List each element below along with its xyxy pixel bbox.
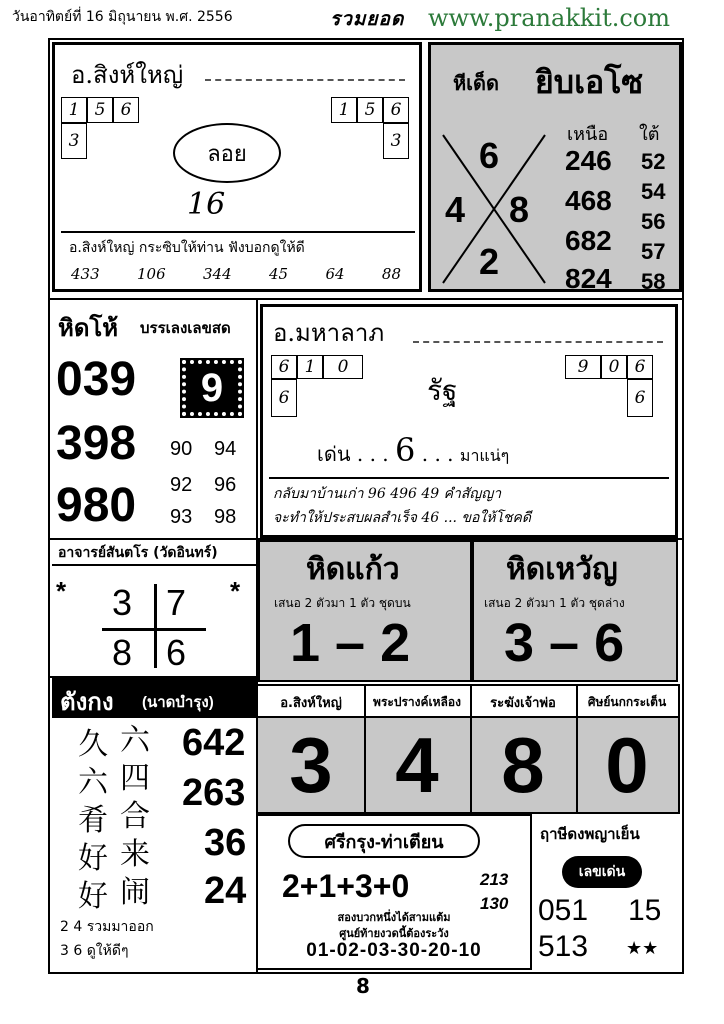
frame-line-top	[48, 38, 684, 40]
yipao-down-value: 56	[641, 209, 666, 234]
tangkong-number: 24	[204, 870, 247, 912]
singyai-left-digit: 6	[113, 97, 139, 123]
four-panel	[256, 684, 680, 814]
achan-digit: 6	[166, 632, 187, 673]
tangkong-subtitle: (นาดบำรุง)	[142, 694, 214, 711]
mahalap-left-digit: 1	[297, 355, 323, 379]
tangkong-note: 3 6 ดูให้ดีๆ	[60, 943, 129, 959]
mahalap-line1-digit: 6	[395, 431, 416, 469]
four-col-digit: 3	[289, 720, 333, 809]
srikrung-note: ศูนย์ท้ายงวดนี้ต้องระวัง	[339, 927, 449, 940]
mahalap-panel	[260, 304, 678, 538]
hitkaeo-title: หิดแก้ว	[306, 553, 400, 586]
header-date: วันอาทิตย์ที่ 16 มิถุนายน พ.ศ. 2556	[12, 9, 233, 25]
singyai-number: 64	[325, 265, 345, 283]
mahalap-left-digit: 0	[323, 355, 363, 379]
achan-star-right: *	[230, 576, 241, 606]
four-col-digit: 4	[395, 720, 439, 809]
mahalap-center-word: รัฐ	[427, 374, 458, 407]
srikrung-title: ศรีกรุง-ท่าเตียน	[288, 824, 480, 858]
mahalap-right-side: 6	[627, 379, 653, 417]
rusi-value-a: 051	[538, 894, 589, 927]
hitho-pair: 96	[214, 474, 237, 496]
mahalap-line1: เด่น . . . 6 . . . มาแน่ๆ	[317, 431, 510, 469]
singyai-right-side: 3	[383, 123, 409, 159]
chinese-char: 好	[78, 879, 108, 914]
yipao-up-value: 468	[565, 185, 612, 216]
yipao-title-prefix: หีเด็ด	[453, 73, 499, 95]
chinese-char: 好	[78, 841, 108, 876]
chinese-char: 来	[120, 837, 150, 872]
hitho-pair: 90	[170, 438, 193, 460]
hitho-badge: 9	[182, 360, 242, 416]
chinese-char: 久	[78, 727, 108, 762]
tangkong-title: ตังกง	[60, 689, 114, 716]
srikrung-side-number: 213	[480, 870, 509, 889]
decorative-ribbon	[413, 323, 663, 343]
hitho-pair: 92	[170, 474, 193, 496]
frame-line-mid	[48, 538, 684, 540]
singyai-left-digit: 5	[87, 97, 113, 123]
tangkong-note: 2 4 รวมมาออก	[60, 919, 154, 935]
yipao-up-value: 246	[565, 145, 612, 176]
chinese-char: 闹	[120, 875, 150, 910]
mahalap-right-digit: 0	[601, 355, 627, 379]
chinese-left-col	[78, 726, 108, 916]
achan-cross-v	[154, 584, 157, 668]
yipao-down-value: 52	[641, 149, 666, 174]
mahalap-left-side: 6	[271, 379, 297, 417]
hitho-pair: 94	[214, 438, 237, 460]
yipao-down-value: 57	[641, 239, 666, 264]
mahalap-line1-prefix: เด่น	[317, 442, 351, 466]
frame-line-mid	[48, 298, 684, 300]
singyai-center-number: 16	[187, 187, 226, 222]
singyai-right-digit: 1	[331, 97, 357, 123]
singyai-left-side: 3	[61, 123, 87, 159]
chinese-char: 六	[120, 723, 150, 758]
singyai-number: 344	[203, 265, 232, 283]
yipao-x-top: 6	[479, 135, 500, 176]
yipao-panel	[428, 42, 682, 292]
tangkong-number: 36	[204, 822, 247, 864]
tangkong-number: 263	[182, 772, 246, 814]
achan-divider	[52, 564, 256, 566]
mahalap-right-digit: 6	[627, 355, 653, 379]
srikrung-formula: 2+1+3+0	[282, 868, 410, 904]
hitkaeo-panel	[258, 540, 472, 682]
rusi-value-a: 513	[538, 930, 589, 963]
yipao-up-value: 824	[565, 263, 612, 294]
hitho-main: 398	[56, 417, 137, 470]
decorative-ribbon	[205, 59, 405, 81]
achan-digit: 8	[112, 632, 133, 673]
achan-title: อาจารย์สันตโร (วัดอินทร์)	[58, 545, 218, 561]
four-col-title: อ.สิงห์ใหญ่	[280, 695, 342, 711]
hitkhwan-title: หิดเหวัญ	[506, 553, 618, 586]
srikrung-side-number: 130	[480, 894, 509, 913]
yipao-x-left: 4	[445, 189, 466, 230]
yipao-x-right: 8	[509, 189, 530, 230]
mahalap-line2: กลับมาบ้านเก่า 96 496 49 คำสัญญา	[273, 486, 502, 502]
hitkhwan-result: 3 – 6	[504, 613, 625, 673]
mahalap-divider	[269, 477, 669, 479]
hitho-subtitle: บรรเลงเลขสด	[140, 319, 231, 337]
four-col-digit: 0	[605, 720, 649, 809]
singyai-left-digit: 1	[61, 97, 87, 123]
achan-digit: 7	[166, 582, 187, 623]
hitho-title: หิดโห้	[58, 315, 119, 342]
yipao-up-value: 682	[565, 225, 612, 256]
hitkhwan-panel	[472, 540, 678, 682]
yipao-title: ยิบเอโซ	[535, 64, 644, 100]
four-col-title: พระปรางค์เหลือง	[373, 694, 461, 709]
rusi-panel	[534, 814, 680, 970]
hitho-pair: 93	[170, 506, 193, 528]
tangkong-number: 642	[182, 722, 246, 764]
chinese-char: 六	[78, 765, 108, 800]
chinese-char: 肴	[78, 803, 108, 838]
singyai-right-digit: 6	[383, 97, 409, 123]
yipao-down-value: 58	[641, 269, 666, 294]
singyai-number: 433	[71, 265, 100, 283]
mahalap-left-digit: 6	[271, 355, 297, 379]
page-number: 8	[356, 974, 370, 998]
singyai-panel	[52, 42, 422, 292]
singyai-title: อ.สิงห์ใหญ่	[71, 61, 184, 89]
hitho-panel	[52, 302, 256, 536]
srikrung-panel	[256, 814, 532, 970]
srikrung-note: สองบวกหนึ่งได้สามแต้ม	[337, 911, 451, 924]
rusi-value-b: 15	[628, 894, 662, 927]
achan-panel	[52, 540, 256, 674]
singyai-numbers	[71, 265, 401, 283]
header-website[interactable]: www.pranakkit.com	[428, 4, 671, 32]
rusi-badge[interactable]: เลขเด่น	[562, 856, 642, 888]
mahalap-right-digit: 9	[565, 355, 601, 379]
singyai-circle: ลอย	[173, 123, 281, 183]
mahalap-title: อ.มหาลาภ	[273, 319, 385, 347]
frame-line-left	[48, 38, 50, 974]
mahalap-line3: จะทำให้ประสบผลสำเร็จ 46 ... ขอให้โชคดี	[273, 510, 531, 526]
four-col-title: ระฆังเจ้าพ่อ	[490, 695, 556, 711]
hitkaeo-subtitle: เสนอ 2 ตัวมา 1 ตัว ชุดบน	[274, 596, 411, 610]
hitho-main: 980	[56, 479, 137, 532]
four-col-title: ศิษย์นกกระเต็น	[587, 694, 667, 709]
singyai-note: อ.สิงห์ใหญ่ กระซิบให้ท่าน ฟังบอกดูให้ดี	[69, 240, 305, 256]
frame-line-mid	[48, 676, 256, 678]
yipao-col-down: ใต้	[639, 124, 660, 145]
chinese-char: 四	[120, 761, 150, 796]
yipao-col-up: เหนือ	[567, 124, 609, 145]
singyai-number: 88	[381, 265, 401, 283]
singyai-number: 106	[137, 265, 166, 283]
frame-line-col	[256, 298, 258, 974]
singyai-divider	[61, 231, 415, 233]
yipao-down-value: 54	[641, 179, 666, 204]
hitkhwan-subtitle: เสนอ 2 ตัวมา 1 ตัว ชุดล่าง	[484, 596, 625, 610]
yipao-x-bottom: 2	[479, 241, 500, 282]
achan-star-left: *	[56, 576, 67, 606]
rusi-title: ฤาษีดงพญาเย็น	[540, 825, 640, 843]
frame-line-right	[682, 38, 684, 974]
hitho-pair: 98	[214, 506, 237, 528]
chinese-right-col	[120, 722, 150, 912]
header-logo: รวมยอด	[330, 8, 405, 30]
tangkong-panel	[52, 678, 256, 978]
hitkaeo-result: 1 – 2	[290, 613, 411, 673]
singyai-right-digit: 5	[357, 97, 383, 123]
rusi-value-b: ★★	[626, 938, 659, 959]
four-col-digit: 8	[501, 720, 545, 809]
srikrung-sequence: 01-02-03-30-20-10	[306, 940, 482, 961]
mahalap-line1-suffix: มาแน่ๆ	[459, 446, 510, 465]
singyai-number: 45	[269, 265, 289, 283]
chinese-char: 合	[120, 799, 150, 834]
hitho-main: 039	[56, 353, 137, 406]
achan-cross-h	[102, 628, 206, 631]
achan-digit: 3	[112, 582, 133, 623]
